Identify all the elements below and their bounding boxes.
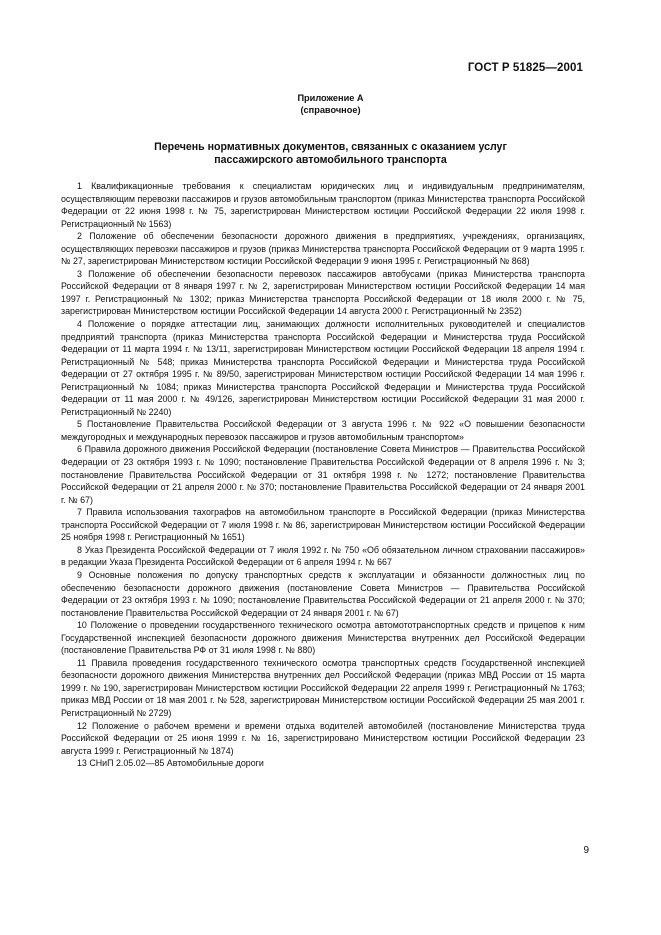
- standard-code: ГОСТ Р 51825—2001: [467, 62, 583, 74]
- list-item: 13 СНиП 2.05.02—85 Автомобильные дороги: [77, 758, 264, 769]
- annex-label: Приложение А: [297, 93, 364, 103]
- list-item: 6 Правила дорожного движения Российской Федерации (постановление Совета Министров — Правительства Российской Федерации от 23 октября 1993 г. № 1090; постановление Правительства Российской Федерации от 8 апреля 1996 г. № 3; постановление Правительства Российской Федерации от 31 октября 1998 г. № 1272; постановление Правительства Российской Федерации от 21 апреля 2000 г. № 370; постановление Правительства Российской Федерации от 24 января 2001 г. № 67): [61, 444, 585, 505]
- list-item: 12 Положение о рабочем времени и времени отдыха водителей автомобилей (постановление Министерства труда Российской Федерации от 25 июня 1999 г. № 16, зарегистрировано Министерством юстиции Российской Федерации 23 августа 1999 г. Регистрационный № 1874): [61, 720, 585, 756]
- list-item: 9 Основные положения по допуску транспортных средств к эксплуатации и обязанности должностных лиц по обеспечению безопасности дорожного движения (постановление Совета Министров — Правительства Российской Федерации от 23 октября 1993 г. № 1090; постановление Правительства Российской Федерации от 21 апреля 2000 г. № 370; постановление Правительства Российской Федерации от 24 января 2001 г. № 67): [61, 569, 585, 618]
- annex-note: (справочное): [300, 105, 361, 115]
- page-number: 9: [583, 845, 589, 856]
- list-item: 4 Положение о порядке аттестации лиц, занимающих должности исполнительных руководителей и специалистов предприятий транспорта (приказ Министерства транспорта Российской Федерации и Министерства труда Российской Федерации от 11 марта 1994 г. № 13/11, зарегистрирован Министерством юстиции Российской Федерации 18 апреля 1994 г. Регистрационный № 548; приказ Министерства транспорта Российской Федерации и Министерства труда Российской Федерации от 27 октября 1995 г. № 89/50, зарегистрирован Министерством юстиции Российской Федерации 14 мая 1996 г. Регистрационный № 1084; приказ Министерства транспорта Российской Федерации и Министерства труда Российской Федерации от 11 мая 2000 г. № 49/126, зарегистрирован Министерством юстиции Российской Федерации 31 мая 2000 г. Регистрационный № 2240): [61, 319, 585, 417]
- list-item: 1 Квалификационные требования к специалистам юридических лиц и индивидуальным предпринимателям, осуществляющим перевозки пассажиров и грузов автомобильным транспортом (приказ Министерства транспорта Российской Федерации от 22 июня 1998 г. № 75, зарегистрирован Министерством юстиции Российской Федерации 22 июля 1998 г. Регистрационный № 1563): [61, 181, 585, 229]
- list-item: 10 Положение о проведении государственного технического осмотра автомототранспортных средств и прицепов к ним Государственной инспекцией безопасности дорожного движения Министерства внутренних дел Российской Федерации (постановление Правительства РФ от 31 июля 1998 г. № 880): [61, 620, 585, 656]
- document-title-line-1: Перечень нормативных документов, связанных с оказанием услуг: [154, 141, 507, 153]
- list-item: 7 Правила использования тахографов на автомобильном транспорте в Российской Федерации (приказ Министерства транспорта Российской Федерации от 7 июля 1998 г. № 86, зарегистрирован Министерством юстиции Российской Федерации 25 ноября 1998 г. Регистрационный № 1651): [61, 507, 585, 543]
- list-item: 2 Положение об обеспечении безопасности дорожного движения в предприятиях, учреждениях, организациях, осуществляющих перевозки пассажиров и грузов (приказ Министерства транспорта Российской Федерации от 9 марта 1995 г. № 27, зарегистрирован Министерством юстиции Российской Федерации 9 июня 1995 г. Регистрационный № 868): [61, 231, 585, 267]
- list-item: 8 Указ Президента Российской Федерации от 7 июля 1992 г. № 750 «Об обязательном личном страховании пассажиров» в редакции Указа Президента Российской Федерации от 6 апреля 1994 г. № 667: [61, 544, 585, 568]
- list-item: 5 Постановление Правительства Российской Федерации от 3 августа 1996 г. № 922 «О повышении безопасности междугородных и международных перевозок пассажиров и грузов автомобильным транспортом»: [61, 419, 585, 442]
- document-title-line-2: пассажирского автомобильного транспорта: [214, 154, 447, 166]
- list-item: 3 Положение об обеспечении безопасности перевозок пассажиров автобусами (приказ Министерства транспорта Российской Федерации от 8 января 1997 г. № 2, зарегистрирован Министерством юстиции Российской Федерации 14 мая 1997 г. Регистрационный № 1302; приказ Министерства транспорта Российской Федерации от 18 июля 2000 г. № 75, зарегистрирован Министерством юстиции Российской Федерации 14 августа 2000 г. Регистрационный № 2352): [61, 268, 585, 317]
- document-list: [61, 180, 585, 770]
- list-item: 11 Правила проведения государственного технического осмотра транспортных средств Государственной инспекцией безопасности дорожного движения Министерства внутренних дел Российской Федерации (приказ МВД России от 15 марта 1999 г. № 190, зарегистрирован Министерством юстиции Российской Федерации 22 апреля 1999 г. Регистрационный № 1763; приказ МВД России от 18 мая 2001 г. № 528, зарегистрирован Министерством юстиции Российской Федерации 25 мая 2001 г. Регистрационный № 2729): [61, 657, 585, 718]
